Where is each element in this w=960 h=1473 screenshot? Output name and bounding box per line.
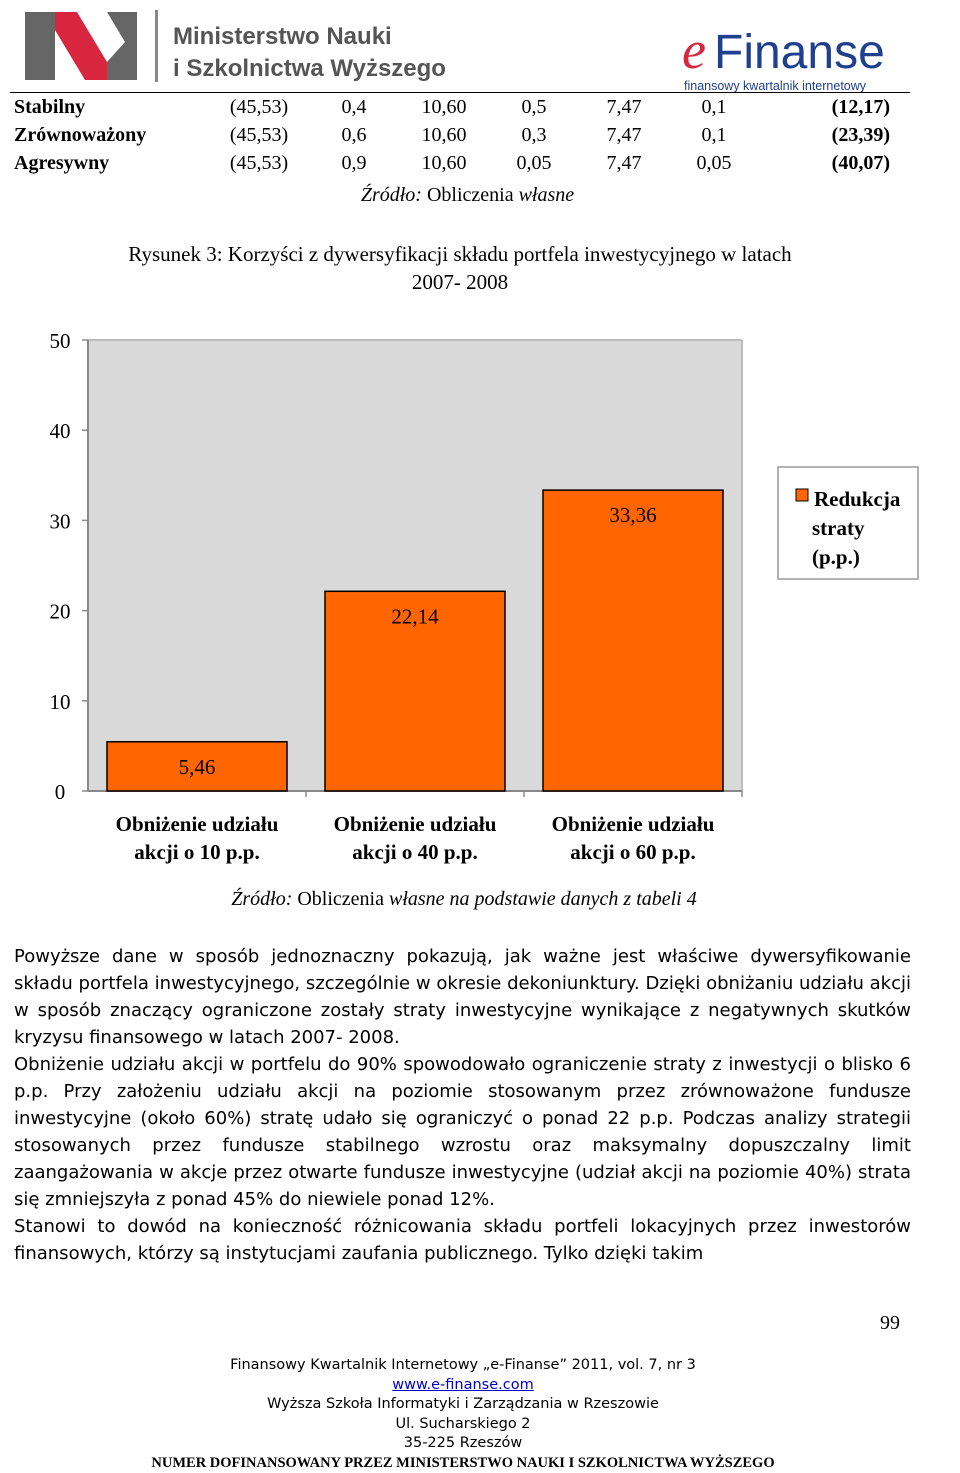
y-tick-label: 50 bbox=[50, 329, 71, 353]
legend-label: straty bbox=[812, 516, 865, 540]
efinanse-logo-tagline: finansowy kwartalnik internetowy bbox=[684, 79, 867, 93]
table-row bbox=[10, 121, 910, 149]
table-cell: (40,07) bbox=[754, 149, 910, 177]
bar-chart bbox=[0, 300, 960, 880]
table-row bbox=[10, 93, 910, 122]
ministry-logo bbox=[15, 2, 415, 90]
table-row-label: Zrównoważony bbox=[10, 121, 204, 149]
table-cell: (45,53) bbox=[204, 149, 314, 177]
table-cell: 10,60 bbox=[394, 93, 494, 122]
bar-value-label: 5,46 bbox=[179, 755, 216, 779]
results-table bbox=[10, 92, 910, 177]
legend-label: Redukcja bbox=[814, 487, 901, 511]
table-row-label: Stabilny bbox=[10, 93, 204, 122]
table-cell: 10,60 bbox=[394, 149, 494, 177]
table-cell: 0,5 bbox=[494, 93, 574, 122]
footer-line3: Wyższa Szkoła Informatyki i Zarządzania w Rzeszowie bbox=[0, 1395, 926, 1415]
ministry-logo-line2: i Szkolnictwa Wyższego bbox=[173, 55, 446, 82]
table-cell: 0,1 bbox=[674, 93, 754, 122]
table-source-prefix: Źródło: bbox=[361, 184, 422, 206]
table-cell: 0,4 bbox=[314, 93, 394, 122]
logo-shape-gray bbox=[25, 12, 55, 80]
table-cell: (23,39) bbox=[754, 121, 910, 149]
table-cell: 0,9 bbox=[314, 149, 394, 177]
table-source-suffix: własne bbox=[519, 184, 575, 206]
table-row bbox=[10, 149, 910, 177]
table-cell: 7,47 bbox=[574, 93, 674, 122]
x-category-label: Obniżenie udziału bbox=[552, 812, 715, 836]
footer-line5: 35-225 Rzeszów bbox=[0, 1434, 926, 1454]
y-tick-label: 40 bbox=[50, 419, 71, 443]
table-cell: (45,53) bbox=[204, 121, 314, 149]
x-category-label: akcji o 10 p.p. bbox=[134, 840, 259, 864]
logo-divider bbox=[155, 10, 158, 82]
efinanse-logo-e: e bbox=[682, 20, 706, 80]
table-cell: (12,17) bbox=[754, 93, 910, 122]
logo-shape-gray-2 bbox=[107, 12, 137, 80]
table-source bbox=[0, 184, 935, 207]
results-table-body bbox=[10, 93, 910, 178]
x-category-label: akcji o 40 p.p. bbox=[352, 840, 477, 864]
bar-value-label: 33,36 bbox=[609, 503, 656, 527]
body-paragraph-3: Stanowi to dowód na konieczność różnicowania składu portfeli lokacyjnych przez inwestorów finansowych, którzy są instytucjami zaufania publicznego. Tylko dzięki takim bbox=[14, 1213, 911, 1267]
table-cell: 0,1 bbox=[674, 121, 754, 149]
chart-legend bbox=[778, 467, 918, 579]
table-cell: 0,05 bbox=[494, 149, 574, 177]
page-number: 99 bbox=[880, 1312, 900, 1335]
x-category-label: Obniżenie udziału bbox=[334, 812, 497, 836]
table-cell: 10,60 bbox=[394, 121, 494, 149]
page-footer bbox=[0, 1356, 926, 1473]
ministry-logo-line1: Ministerstwo Nauki bbox=[173, 23, 392, 50]
chart-source-text: Obliczenia bbox=[292, 888, 389, 910]
y-tick-label: 30 bbox=[50, 509, 71, 533]
table-cell: (45,53) bbox=[204, 93, 314, 122]
table-cell: 0,3 bbox=[494, 121, 574, 149]
chart-source-prefix: Źródło: bbox=[231, 888, 292, 910]
bar-3 bbox=[543, 490, 723, 791]
body-paragraph-2: Obniżenie udziału akcji w portfelu do 90% spowodowało ograniczenie straty z inwestycji o blisko 6 p.p. Przy założeniu udziału akcji na poziomie stosowanym przez zrównoważone fundusze inwestycyjne (około 60%) stratę udało się ograniczyć o ponad 22 p.p. Podczas analizy strategii stosowanych przez fundusze stabilnego wzrostu oraz maksymalny dopuszczalny limit zaangażowania w akcje przez otwarte fundusze inwestycyjne (udział akcji na poziomie 40%) strata się zmniejszyła z ponad 45% do niewiele ponad 12%. bbox=[14, 1051, 911, 1213]
footer-line6: NUMER DOFINANSOWANY PRZEZ MINISTERSTWO NAUKI I SZKOLNICTWA WYŻSZEGO bbox=[0, 1454, 926, 1473]
logo-shape-red bbox=[55, 12, 107, 80]
table-cell: 0,6 bbox=[314, 121, 394, 149]
y-tick-label: 20 bbox=[50, 600, 71, 624]
table-cell: 0,05 bbox=[674, 149, 754, 177]
legend-label: (p.p.) bbox=[812, 545, 860, 569]
efinanse-logo bbox=[680, 18, 920, 98]
figure-caption-line1: Rysunek 3: Korzyści z dywersyfikacji składu portfela inwestycyjnego w latach bbox=[30, 240, 890, 268]
x-category-label: Obniżenie udziału bbox=[116, 812, 279, 836]
chart-source-italic: własne na podstawie danych z tabeli 4 bbox=[389, 888, 697, 910]
footer-line4: Ul. Sucharskiego 2 bbox=[0, 1415, 926, 1435]
legend-swatch bbox=[796, 489, 808, 501]
table-row-label: Agresywny bbox=[10, 149, 204, 177]
efinanse-logo-main: Finanse bbox=[714, 26, 885, 79]
footer-line1: Finansowy Kwartalnik Internetowy „e-Finanse” 2011, vol. 7, nr 3 bbox=[0, 1356, 926, 1376]
figure-caption-line2: 2007- 2008 bbox=[30, 268, 890, 296]
figure-caption bbox=[30, 240, 890, 296]
body-paragraph-1: Powyższe dane w sposób jednoznaczny pokazują, jak ważne jest właściwe dywersyfikowanie składu portfela inwestycyjnego, szczególnie w okresie dekoniunktury. Dzięki obniżaniu udziału akcji w sposób znaczący ograniczone zostały straty inwestycyjne wynikające z negatywnych skutków kryzysu finansowego w latach 2007- 2008. bbox=[14, 943, 911, 1051]
y-tick-label: 10 bbox=[50, 690, 71, 714]
table-source-text: Obliczenia bbox=[422, 184, 519, 206]
table-cell: 7,47 bbox=[574, 149, 674, 177]
y-tick-label: 0 bbox=[55, 780, 66, 804]
body-text bbox=[14, 943, 911, 1267]
x-category-label: akcji o 60 p.p. bbox=[570, 840, 695, 864]
chart-source bbox=[0, 888, 928, 911]
footer-website-link[interactable]: www.e-finanse.com bbox=[0, 1376, 926, 1396]
bar-value-label: 22,14 bbox=[391, 604, 439, 628]
table-cell: 7,47 bbox=[574, 121, 674, 149]
